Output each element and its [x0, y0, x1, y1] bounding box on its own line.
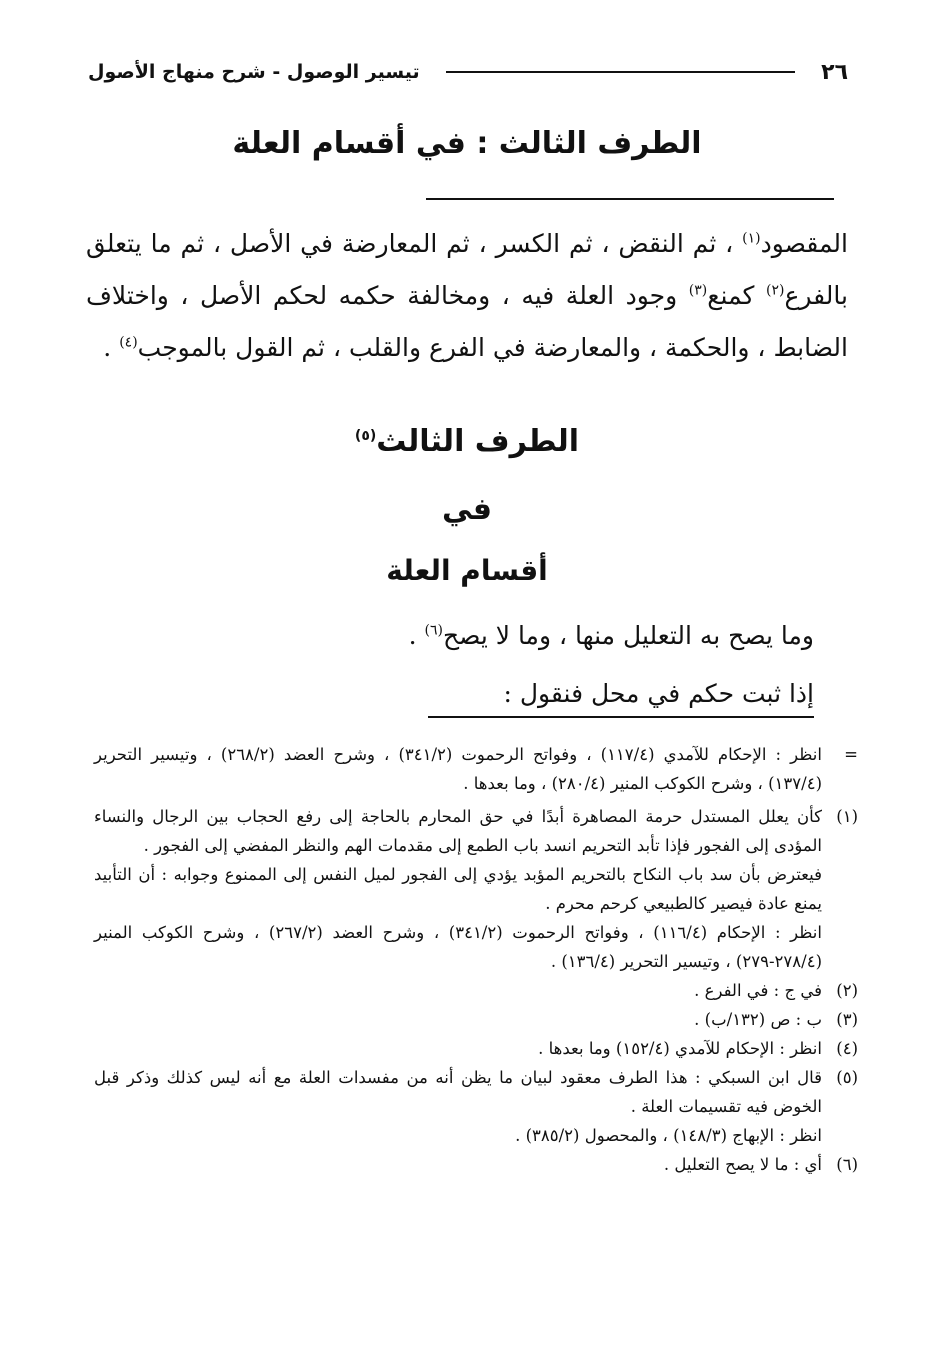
footnote-5 [94, 1063, 858, 1150]
footnote-number: (٣) [836, 1010, 858, 1029]
footnote-text: انظر : الإحكام (١١٦/٤) ، وفواتح الرحموت (٣٤١/٢) ، وشرح العضد (٢٦٧/٢) ، وشرح الكوكب المنير (٢٧٨/٤-٢٧٩) ، وتيسير التحرير (١٣٦/٤) . [94, 923, 822, 971]
body-text: . [103, 333, 120, 362]
footnote-text: ب : ص (١٣٢/ب) . [694, 1010, 822, 1029]
body-line [409, 616, 814, 656]
footnote-number: (١) [836, 807, 858, 826]
body-line: إذا ثبت حكم في محل فنقول : [503, 679, 814, 708]
footnote-text: أي : ما لا يصح التعليل . [663, 1155, 822, 1174]
section-title-rule [426, 198, 834, 200]
body-paragraph [86, 218, 848, 374]
body-text: ، ثم النقض ، ثم الكسر ، ثم المعارضة في الأصل ، ثم ما يتعلق بالفرع [86, 229, 848, 310]
footnote-text: فيعترض بأن سد باب النكاح بالتحريم المؤبد يؤدي إلى الفجور لميل النفس إلى الممنوع وجوابه : أن التأبيد يمنع عادة فيصير كالطبيعي كرحم محرم . [94, 865, 822, 913]
footnote-number: (٦) [836, 1155, 858, 1174]
footnote-text: كأن يعلل المستدل حرمة المصاهرة أبدًا في حق المحارم بالحاجة إلى رفع الحجاب بين الرجال والنساء المؤدى إلى الفجور فإذا تأبد التحريم انسد باب الطمع إلى مقدمات الهم والنظر المفضي إلى الفجور . [94, 807, 822, 855]
footnote-text: انظر : الإحكام للآمدي (١٥٢/٤) وما بعدها . [538, 1039, 822, 1058]
footnote-1 [94, 802, 858, 976]
footnote-number: (٥) [836, 1068, 858, 1087]
page-number: ٢٦ [821, 59, 848, 85]
footnote-4 [94, 1034, 858, 1063]
body-text: وما يصح به التعليل منها ، وما لا يصح [443, 621, 814, 650]
footnote-marker[interactable]: (٤) [119, 334, 138, 351]
body-text: المقصود [760, 229, 848, 258]
footnote-text: قال ابن السبكي : هذا الطرف معقود لبيان ما يظن أنه من مفسدات العلة مع أنه ليس كذلك وذكر قبل الخوض فيه تقسيمات العلة . [94, 1068, 822, 1116]
footnote-marker[interactable]: (٥) [354, 428, 377, 444]
footnote-text: في ج : في الفرع . [694, 981, 822, 1000]
footnote-number: = [844, 745, 858, 764]
footnote-number: (٢) [836, 981, 858, 1000]
body-text: كمنع [707, 281, 766, 310]
footnote-marker[interactable]: (٢) [765, 282, 785, 299]
chapter-heading-connector: في [442, 492, 492, 527]
chapter-heading-text: الطرف الثالث [376, 424, 580, 459]
footnote-6 [94, 1150, 858, 1179]
text-underline [428, 716, 814, 718]
body-text: وجود العلة فيه ، ومخالفة حكمه لحكم الأصل ، واختلاف الضابط ، والحكمة ، والمعارضة في الفرع والقلب ، ثم القول بالموجب [86, 281, 848, 362]
footnote-marker[interactable]: (٦) [424, 622, 444, 639]
footnote-marker[interactable]: (١) [742, 230, 761, 247]
footnote-text: انظر : الإبهاج (١٤٨/٣) ، والمحصول (٣٨٥/٢) . [515, 1126, 822, 1145]
header-rule [446, 71, 796, 73]
footnote-carryover [94, 740, 858, 798]
book-title: تيسير الوصول - شرح منهاج الأصول [88, 61, 420, 83]
footnote-number: (٤) [836, 1039, 858, 1058]
chapter-heading [0, 424, 934, 459]
chapter-heading-subject: أقسام العلة [386, 554, 548, 587]
footnote-text: انظر : الإحكام للآمدي (١١٧/٤) ، وفواتح الرحموت (٣٤١/٢) ، وشرح العضد (٢٦٨/٢) ، وتيسير التحرير (١٣٧/٤) ، وشرح الكوكب المنير (٢٨٠/٤) ، وما بعدها . [94, 745, 822, 793]
body-text: . [408, 621, 425, 650]
footnote-marker[interactable]: (٣) [688, 282, 708, 299]
running-header [88, 54, 848, 90]
section-title: الطرف الثالث : في أقسام العلة [232, 126, 702, 161]
footnote-2 [94, 976, 858, 1005]
footnotes [94, 740, 858, 1179]
footnote-3 [94, 1005, 858, 1034]
